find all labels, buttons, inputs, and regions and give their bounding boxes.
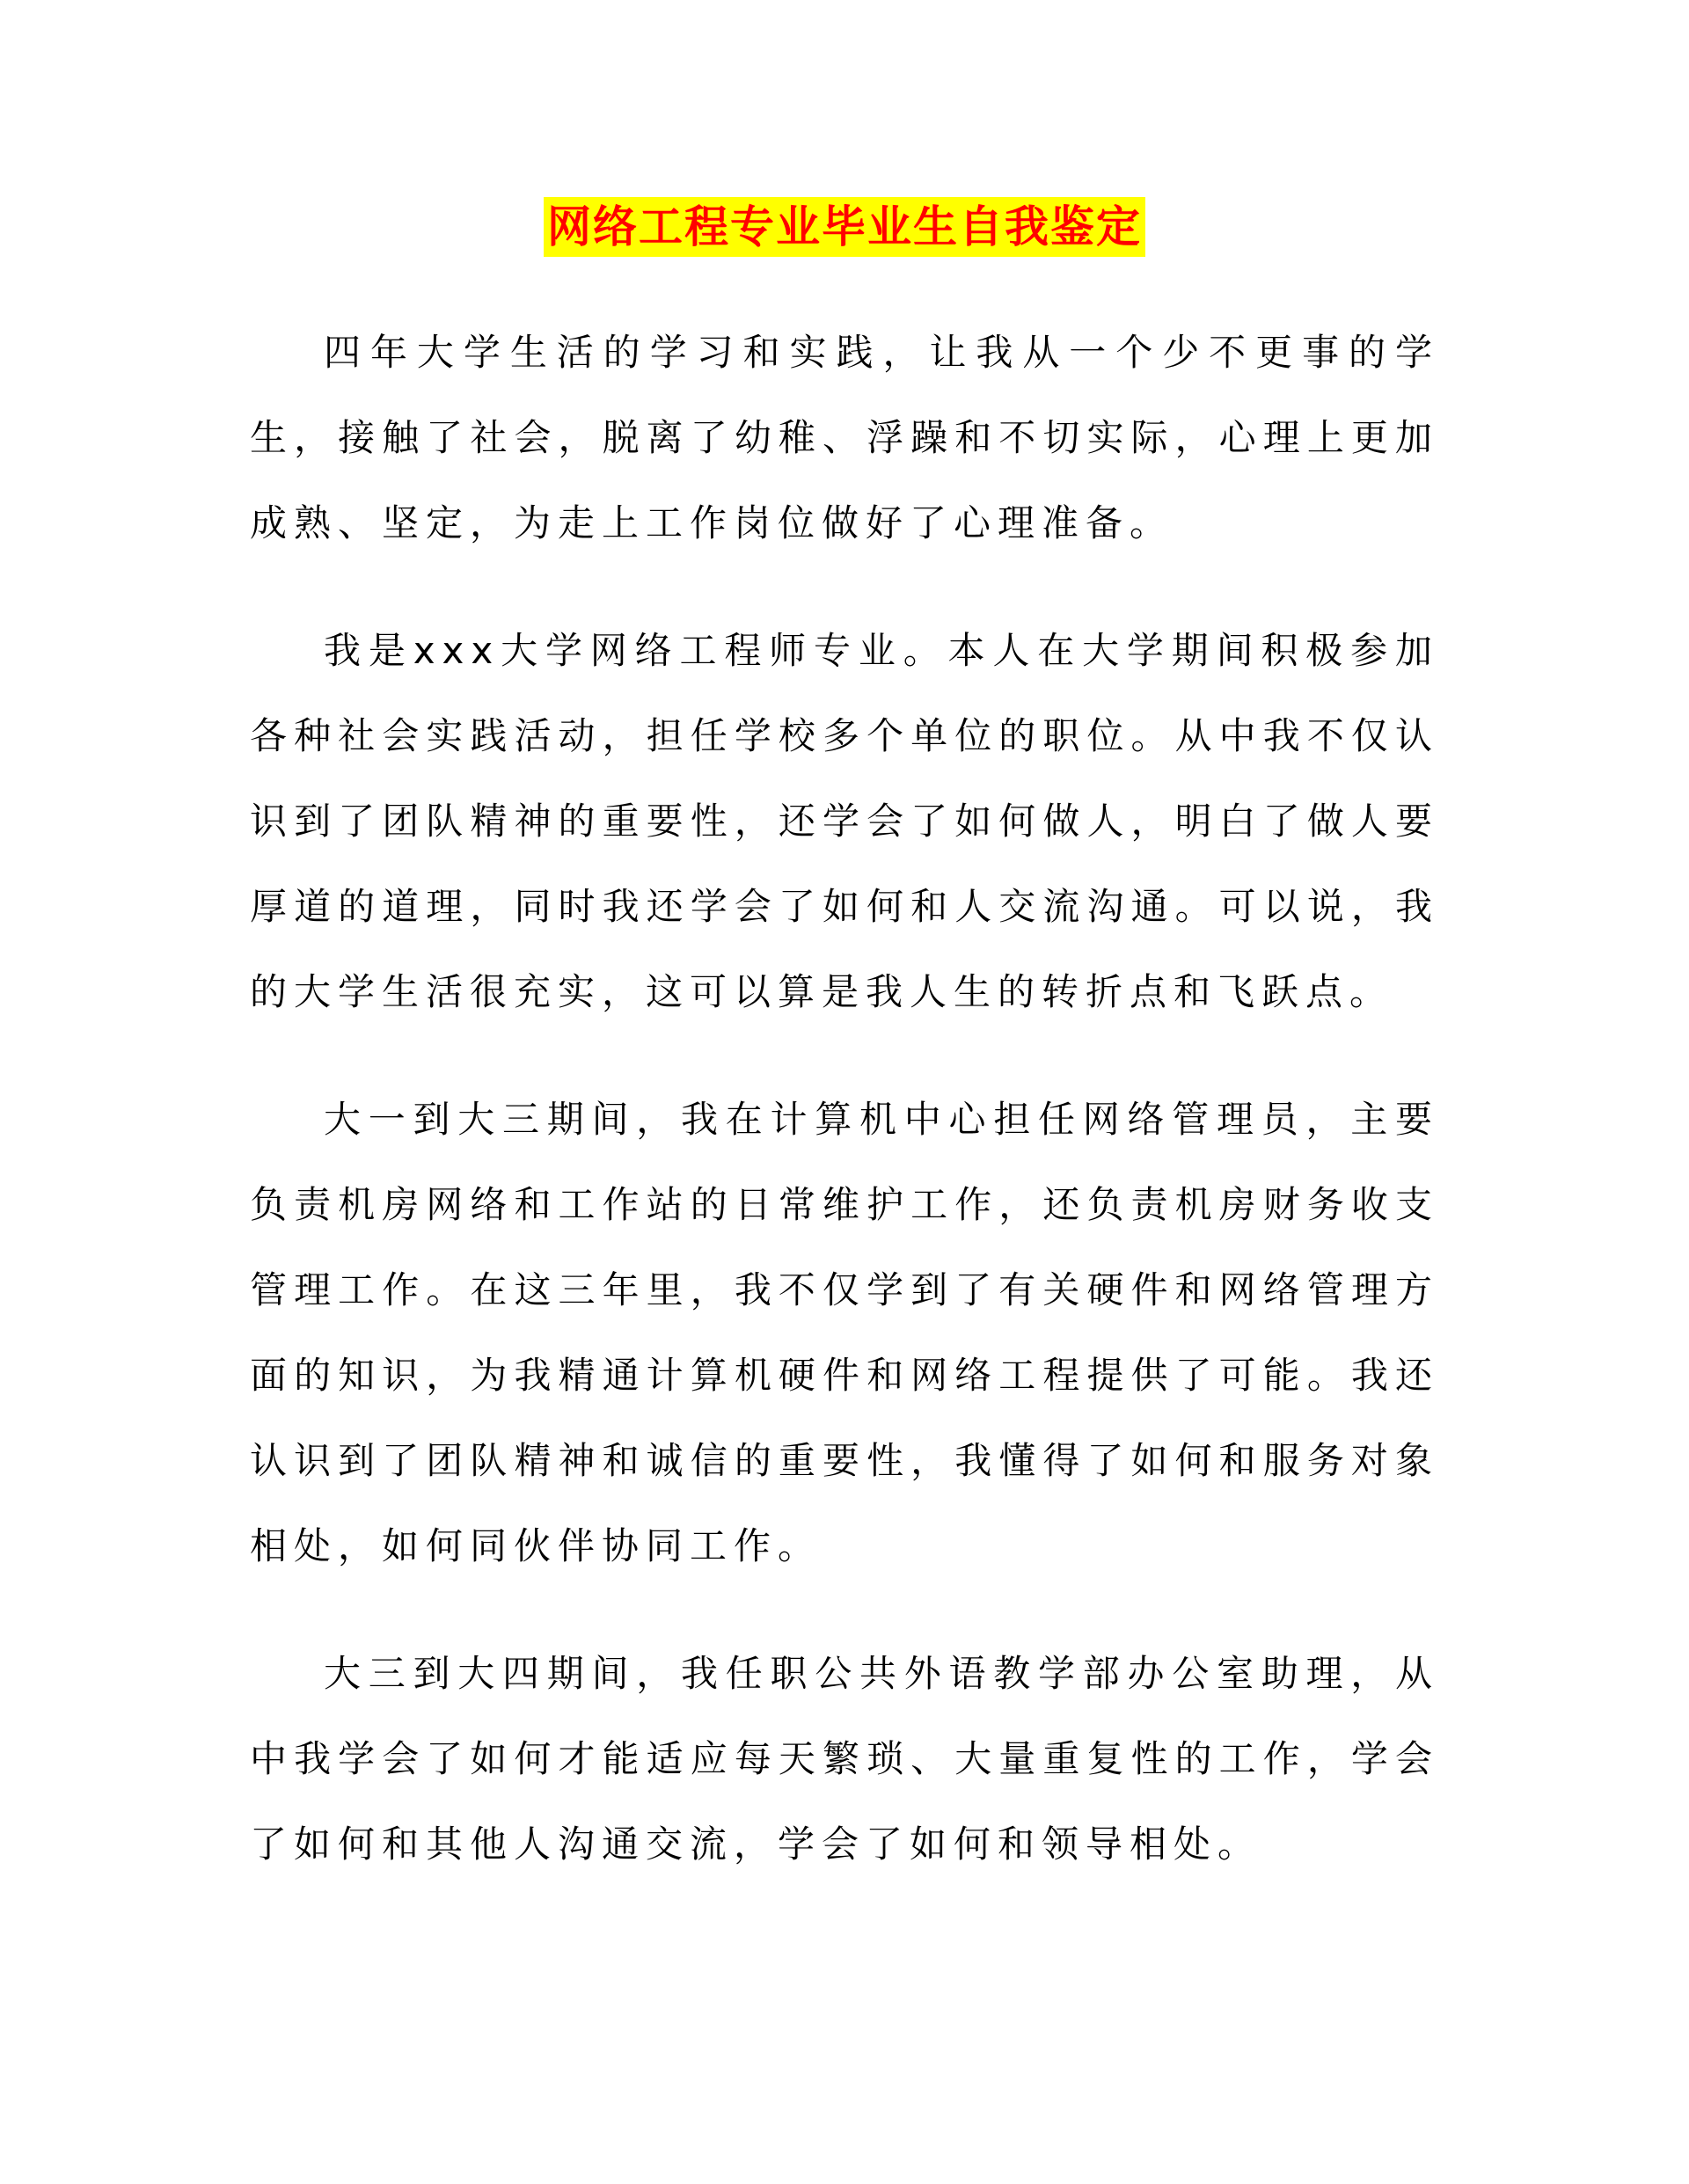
title-container <box>0 197 1689 257</box>
paragraph-3: 大一到大三期间，我在计算机中心担任网络管理员，主要负责机房网络和工作站的日常维护工作，还负责机房财务收支管理工作。在这三年里，我不仅学到了有关硬件和网络管理方面的知识，为我精通计算机硬件和网络工程提供了可能。我还认识到了团队精神和诚信的重要性，我懂得了如何和服务对象相处，如何同伙伴协同工作。 <box>250 1098 1439 1567</box>
document-body <box>250 310 1439 1929</box>
document-title: 网络工程专业毕业生自我鉴定 <box>544 197 1145 257</box>
paragraph-2: 我是xxx大学网络工程师专业。本人在大学期间积极参加各种社会实践活动，担任学校多个单位的职位。从中我不仅认识到了团队精神的重要性，还学会了如何做人，明白了做人要厚道的道理，同时我还学会了如何和人交流沟通。可以说，我的大学生活很充实，这可以算是我人生的转折点和飞跃点。 <box>250 629 1439 1013</box>
paragraph-1: 四年大学生活的学习和实践，让我从一个少不更事的学生，接触了社会，脱离了幼稚、浮躁和不切实际，心理上更加成熟、坚定，为走上工作岗位做好了心理准备。 <box>250 331 1439 544</box>
paragraph-4: 大三到大四期间，我任职公共外语教学部办公室助理，从中我学会了如何才能适应每天繁琐、大量重复性的工作，学会了如何和其他人沟通交流，学会了如何和领导相处。 <box>250 1652 1439 1866</box>
